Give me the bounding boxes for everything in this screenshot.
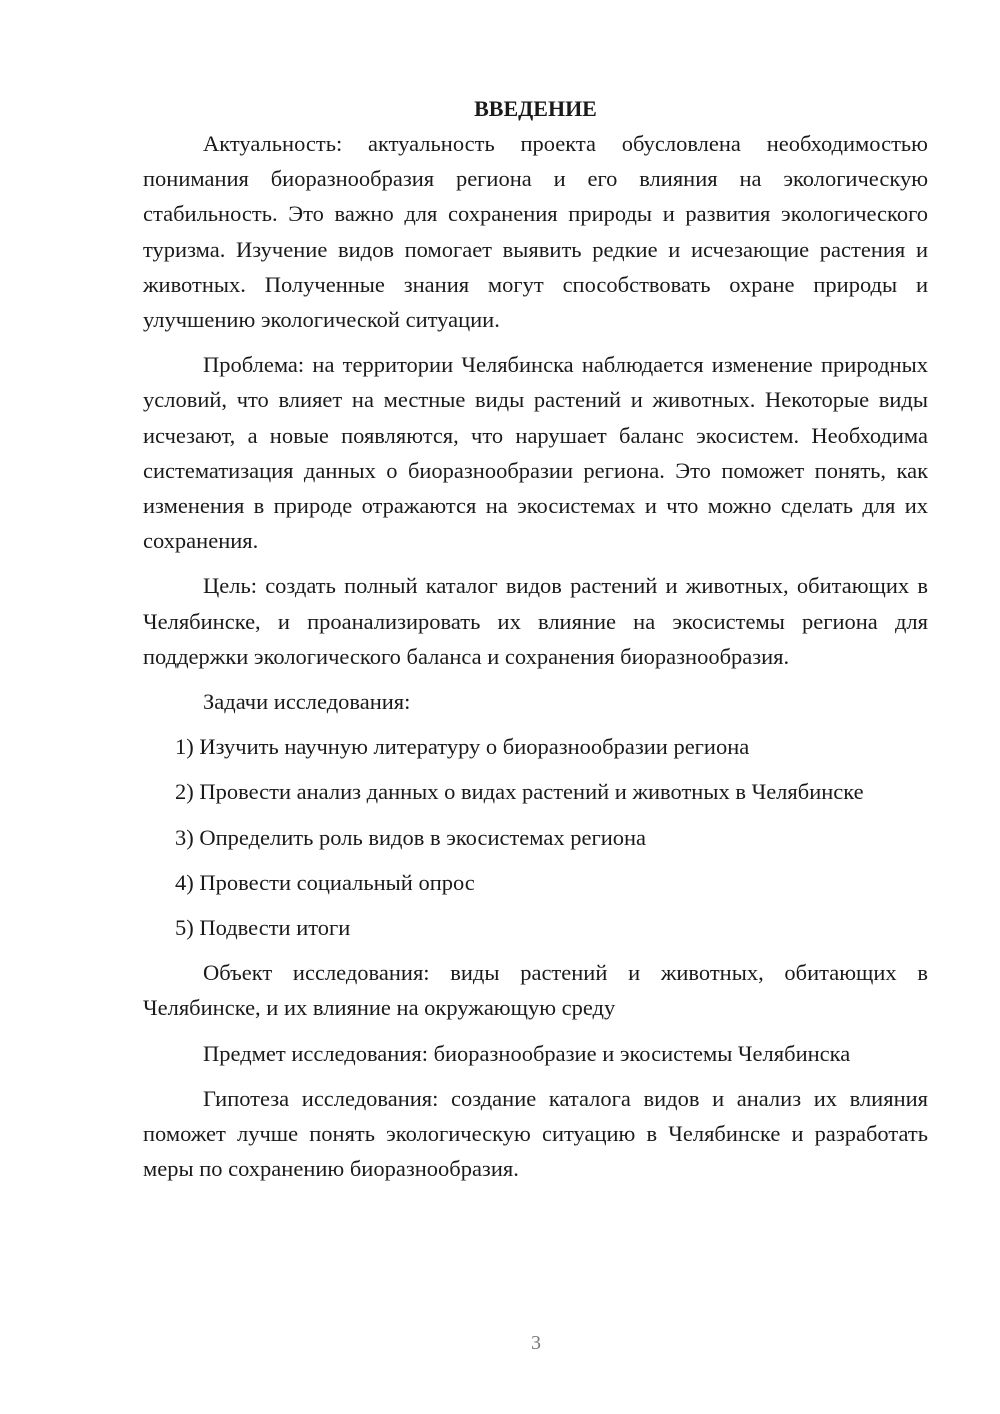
paragraph-relevance: Актуальность: актуальность проекта обусловлена необходимостью понимания биоразнообразия региона и его влияния на экологическую стабильность. Это важно для сохранения природы и развития экологического туризма. Изучение видов помогает выявить редкие и исчезающие растения и животных. Полученные знания могут способствовать охране природы и улучшению экологической ситуации. [143, 131, 928, 333]
paragraph-subject: Предмет исследования: биоразнообразие и экосистемы Челябинска [203, 1040, 851, 1066]
page-number: 3 [531, 1332, 541, 1354]
paragraph-hypothesis: Гипотеза исследования: создание каталога видов и анализ их влияния поможет лучше понять экологическую ситуацию в Челябинске и разработать меры по сохранению биоразнообразия. [143, 1085, 928, 1182]
task-item-1: 1) Изучить научную литературу о биоразнообразии региона [175, 734, 750, 760]
paragraph-problem: Проблема: на территории Челябинска наблюдается изменение природных условий, что влияет на местные виды растений и животных. Некоторые виды исчезают, а новые появляются, что нарушает баланс экосистем. Необходима систематизация данных о биоразнообразии региона. Это поможет понять, как изменения в природе отражаются на экосистемах и что можно сделать для их сохранения. [143, 352, 928, 554]
task-item-4: 4) Провести социальный опрос [175, 869, 475, 895]
paragraph-object: Объект исследования: виды растений и животных, обитающих в Челябинске, и их влияние на окружающую среду [143, 960, 928, 1021]
task-item-5: 5) Подвести итоги [175, 915, 351, 941]
task-item-3: 3) Определить роль видов в экосистемах региона [175, 824, 647, 850]
document-page [143, 90, 928, 1196]
paragraph-goal: Цель: создать полный каталог видов растений и животных, обитающих в Челябинске, и проанализировать их влияние на экосистемы региона для поддержки экологического баланса и сохранения биоразнообразия. [143, 573, 928, 669]
tasks-heading: Задачи исследования: [203, 689, 411, 715]
section-title: ВВЕДЕНИЕ [474, 96, 597, 121]
task-item-2: 2) Провести анализ данных о видах растений и животных в Челябинске [175, 779, 864, 805]
